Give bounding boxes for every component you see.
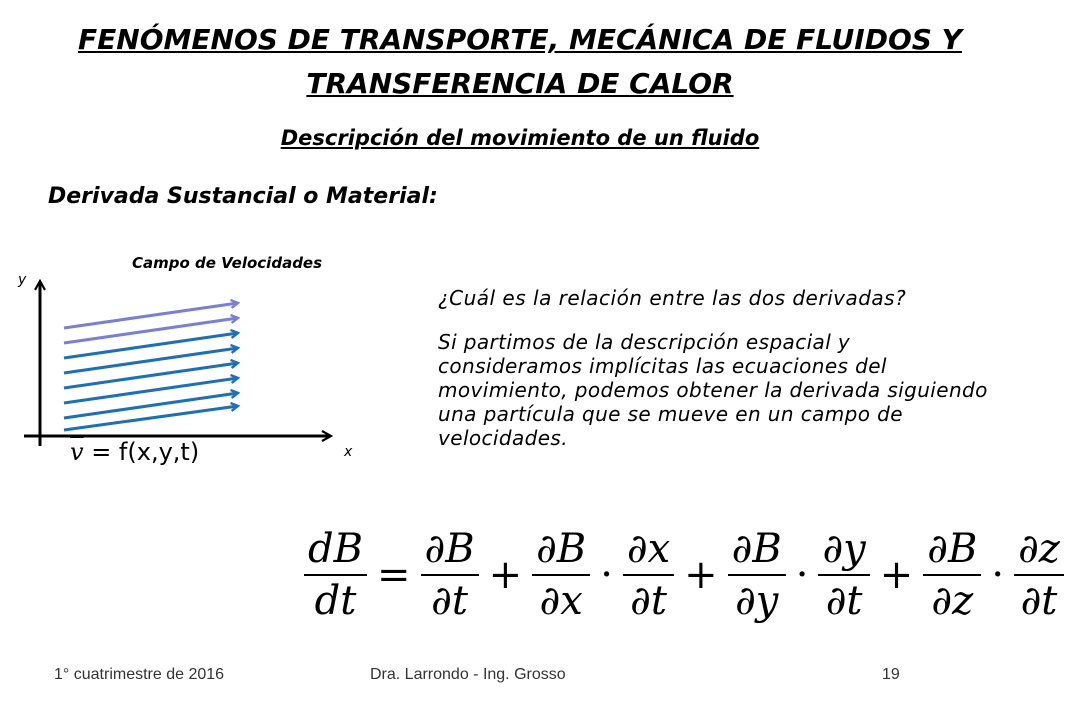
- footer-authors: Dra. Larrondo - Ing. Grosso: [370, 666, 566, 683]
- dy-dt-fraction: $\frac{\partial y}{\partial t}$: [818, 526, 869, 624]
- plus-sign: +: [684, 552, 718, 598]
- slide-subtitle: Descripción del movimiento de un fluido: [280, 126, 760, 150]
- velocity-arrow: [64, 318, 238, 343]
- section-heading: Derivada Sustancial o Material:: [48, 184, 438, 209]
- equals-sign: =: [377, 552, 411, 598]
- y-axis-label: y: [18, 272, 27, 288]
- velocity-arrow: [64, 406, 238, 430]
- plus-sign: +: [879, 552, 914, 598]
- y-partial-fraction: $\frac{\partial B}{\partial y}$: [728, 526, 786, 624]
- slide-title: FENÓMENOS DE TRANSPORTE, MECÁNICA DE FLUIDOS Y TRANSFERENCIA DE CALOR: [78, 23, 962, 100]
- footer-date: 1° cuatrimestre de 2016: [54, 666, 225, 683]
- velocity-arrow: [64, 378, 238, 403]
- dot-operator: ·: [795, 552, 809, 598]
- velocity-expression: = f(x,y,t): [83, 438, 200, 466]
- z-partial-fraction: $\frac{\partial B}{\partial z}$: [923, 526, 981, 624]
- velocity-function: [70, 438, 199, 466]
- dot-operator: ·: [991, 552, 1005, 598]
- x-partial-fraction: $\frac{\partial B}{\partial x}$: [532, 526, 590, 624]
- dz-dt-fraction: $\frac{\partial z}{\partial t}$: [1014, 526, 1064, 624]
- velocity-arrow: [64, 333, 238, 358]
- velocity-arrow: [64, 303, 238, 328]
- velocity-field-diagram: [0, 0, 400, 480]
- plus-sign: +: [488, 552, 523, 598]
- velocity-arrow: [64, 393, 238, 418]
- page-number: 19: [882, 666, 900, 683]
- dx-dt-fraction: $\frac{\partial x}{\partial t}$: [623, 526, 674, 624]
- diagram-caption: Campo de Velocidades: [132, 254, 323, 272]
- x-axis-label: x: [344, 444, 353, 460]
- lhs-fraction: $\frac{dB}{dt}$: [304, 526, 367, 624]
- velocity-symbol: $\overline{v}$: [70, 438, 84, 466]
- explanation-text: Si partimos de la descripción espacial y consideramos implícitas las ecuaciones del movimiento, podemos obtener la derivada siguiendo una partícula que se mueve en un campo de velocidades.: [438, 330, 988, 450]
- velocity-arrow: [64, 363, 238, 388]
- material-derivative-equation: [300, 520, 1068, 630]
- time-partial-fraction: $\frac{\partial B}{\partial t}$: [421, 526, 479, 624]
- velocity-arrow: [64, 348, 238, 373]
- dot-operator: ·: [600, 552, 613, 598]
- question-text: ¿Cuál es la relación entre las dos derivadas?: [438, 286, 907, 310]
